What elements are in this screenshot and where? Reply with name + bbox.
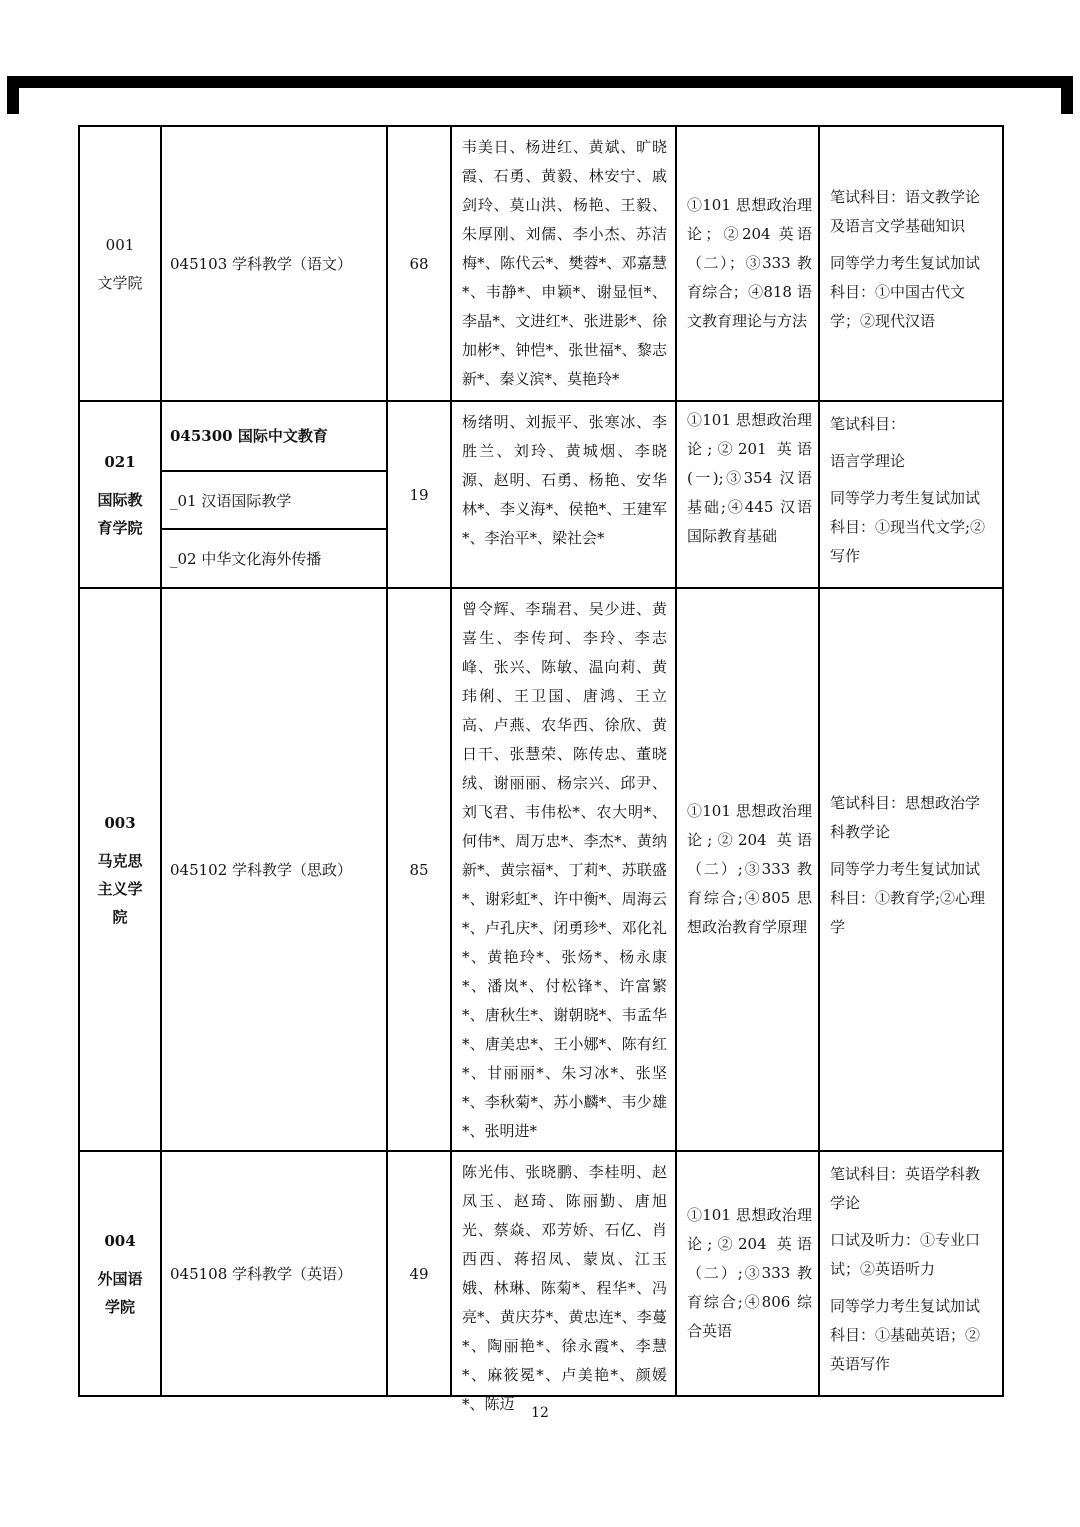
retest-notes (819, 1151, 1003, 1396)
note-line: 同等学力考生复试加试科目：①教育学;②心理学 (830, 860, 986, 936)
table-row (79, 588, 1003, 1151)
exam-subjects: ①101 思想政治理论;②201 英语(一);③354 汉语基础;④445 汉语国际教育基础 (676, 401, 819, 588)
note-line: 笔试科目：思想政治学科教学论 (830, 794, 981, 841)
enrollment-count: 49 (387, 1151, 451, 1396)
note-line: 同等学力考生复试加试科目：①中国古代文学；②现代汉语 (830, 254, 981, 330)
sub-major-cell: _01 汉语国际教学 (161, 471, 387, 530)
enrollment-count: 19 (387, 401, 451, 588)
unit-code: 003 (104, 813, 136, 832)
unit-code: 004 (104, 1231, 136, 1250)
unit-cell (79, 588, 161, 1151)
major-cell: 045108 学科教学（英语） (161, 1151, 387, 1396)
note-line: 语言学理论 (830, 452, 906, 470)
enrollment-count: 85 (387, 588, 451, 1151)
unit-cell (79, 401, 161, 588)
header-rule-right-tick (1061, 76, 1073, 114)
tutors-list: 曾令辉、李瑞君、吴少进、黄喜生、李传珂、李玲、李志峰、张兴、陈敏、温向莉、黄玮俐、王卫国、唐鸿、王立高、卢燕、农华西、徐欣、黄日干、张慧荣、陈传忠、董晓绒、谢丽丽、杨宗兴、邱尹、刘飞君、韦伟松*、农大明*、何伟*、周万忠*、李杰*、黄纳新*、黄宗福*、丁莉*、苏联盛*、谢彩虹*、许中衡*、周海云*、卢孔庆*、闭勇珍*、邓化礼*、黄艳玲*、张炀*、杨永康*、潘岚*、付松锋*、许富繁*、唐秋生*、谢朝晓*、韦孟华*、唐美忠*、王小娜*、陈有红*、甘丽丽*、朱习冰*、张坚*、李秋菊*、苏小麟*、韦少雄*、张明进* (451, 588, 676, 1151)
retest-notes (819, 401, 1003, 588)
tutors-list: 韦美日、杨进红、黄斌、旷晓霞、石勇、黄毅、林安宁、戚剑玲、莫山洪、杨艳、王毅、朱厚刚、刘儒、李小杰、苏洁梅*、陈代云*、樊蓉*、邓嘉慧*、韦静*、申颖*、谢显恒*、李晶*、文进红*、张进影*、徐加彬*、钟恺*、张世福*、黎志新*、秦义滨*、莫艳玲* (451, 126, 676, 401)
major-cell: 045103 学科教学（语文） (161, 126, 387, 401)
table-row (79, 1151, 1003, 1396)
unit-name: 马克思主义学院 (97, 851, 143, 926)
retest-notes (819, 126, 1003, 401)
major-cell: 045300 国际中文教育 (161, 401, 387, 471)
note-line: 笔试科目：语文教学论及语言文学基础知识 (830, 188, 981, 235)
unit-code: 001 (105, 235, 135, 254)
retest-notes (819, 588, 1003, 1151)
header-rule-left-tick (7, 76, 19, 114)
sub-major-cell: _02 中华文化海外传播 (161, 529, 387, 588)
exam-subjects: ①101 思想政治理论;②204 英语（二）;③333 教育综合;④806 综合英语 (676, 1151, 819, 1396)
header-rule (7, 76, 1073, 88)
note-line: 同等学力考生复试加试科目：①现当代文学;②写作 (830, 489, 986, 565)
note-line: 笔试科目： (830, 415, 906, 433)
exam-subjects: ①101 思想政治理论；②204 英语（二）；③333 教育综合；④818 语文教育理论与方法 (676, 126, 819, 401)
enrollment-count: 68 (387, 126, 451, 401)
table-row (79, 401, 1003, 471)
note-line: 笔试科目：英语学科教学论 (830, 1165, 981, 1212)
note-line: 同等学力考生复试加试科目：①基础英语；②英语写作 (830, 1297, 981, 1373)
tutors-list: 陈光伟、张晓鹏、李桂明、赵凤玉、赵琦、陈丽勤、唐旭光、蔡焱、邓芳娇、石亿、肖西西、蒋招凤、蒙岚、江玉娥、林琳、陈菊*、程华*、冯亮*、黄庆芬*、黄忠连*、李蔓*、陶丽艳*、徐永霞*、李慧*、麻筱冕*、卢美艳*、颜媛*、陈迈 (451, 1151, 676, 1396)
unit-cell (79, 126, 161, 401)
page-number: 12 (531, 1405, 549, 1421)
table-row (79, 126, 1003, 401)
unit-name: 国际教育学院 (97, 490, 143, 537)
unit-cell (79, 1151, 161, 1396)
exam-subjects: ①101 思想政治理论;②204 英语（二）;③333 教育综合;④805 思想政治教育学原理 (676, 588, 819, 1151)
major-cell: 045102 学科教学（思政） (161, 588, 387, 1151)
unit-name: 文学院 (97, 273, 143, 292)
tutors-list: 杨绪明、刘振平、张寒冰、李胜兰、刘玲、黄城烟、李晓源、赵明、石勇、杨艳、安华林*、李义海*、侯艳*、王建军*、李治平*、梁社会* (451, 401, 676, 588)
unit-code: 021 (104, 452, 136, 471)
note-line: 口试及听力：①专业口试；②英语听力 (830, 1231, 981, 1278)
unit-name: 外国语学院 (97, 1269, 143, 1316)
